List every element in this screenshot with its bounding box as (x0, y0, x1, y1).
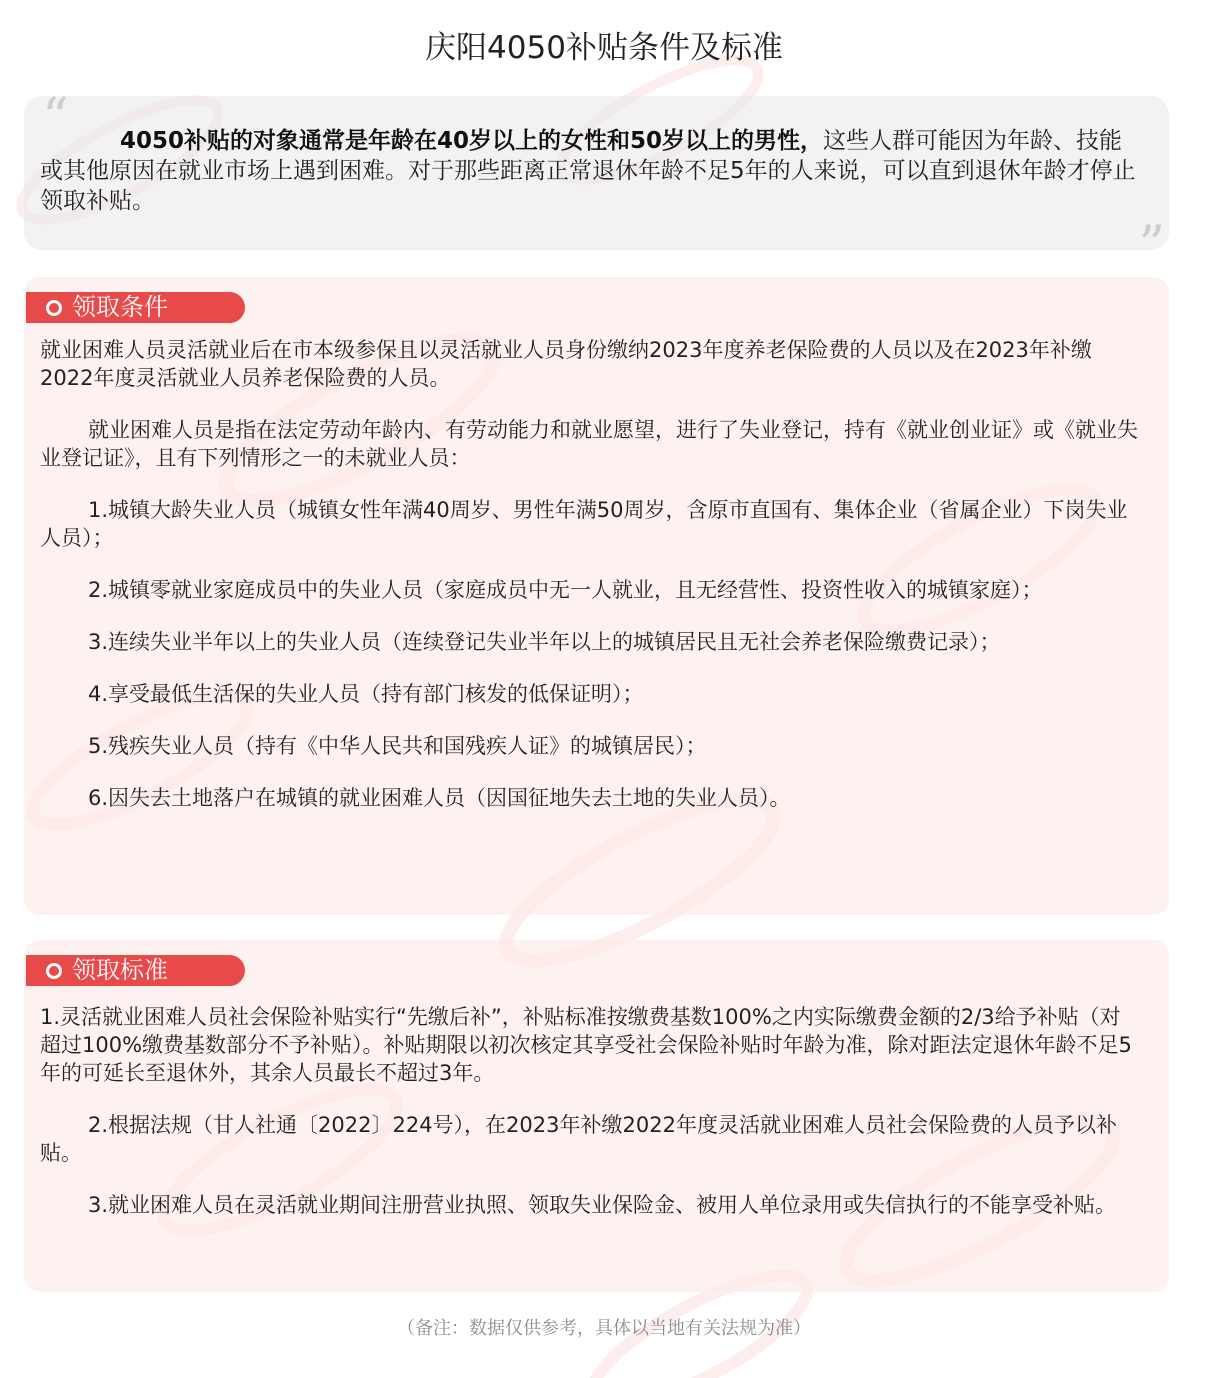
paragraph: 2.根据法规（甘人社通〔2022〕224号），在2023年补缴2022年度灵活就业困难人员社会保险费的人员予以补贴。 (40, 1113, 1117, 1165)
paragraph: 3.连续失业半年以上的失业人员（连续登记失业半年以上的城镇居民且无社会养老保险缴费记录）； (88, 630, 1001, 654)
paragraph: 2.城镇零就业家庭成员中的失业人员（家庭成员中无一人就业，且无经营性、投资性收入的城镇家庭）； (88, 578, 1043, 602)
section-label: 领取条件 (72, 293, 168, 321)
section-header-standards (26, 955, 245, 986)
paragraph: 3.就业困难人员在灵活就业期间注册营业执照、领取失业保险金、被用人单位录用或失信执行的不能享受补贴。 (88, 1193, 1117, 1217)
section-conditions (24, 277, 1169, 915)
section-header-conditions (26, 292, 245, 323)
footnote: （备注：数据仅供参考，具体以当地有关法规为准） (397, 1318, 811, 1339)
intro-text (40, 126, 1140, 216)
intro-box (24, 88, 1169, 276)
circle-bullet-icon (46, 300, 62, 316)
paragraph: 就业困难人员灵活就业后在市本级参保且以灵活就业人员身份缴纳2023年度养老保险费的人员以及在2023年补缴2022年度灵活就业人员养老保险费的人员。 (40, 338, 1092, 390)
intro-bold-text: 4050补贴的对象通常是年龄在40岁以上的女性和50岁以上的男性， (120, 128, 824, 154)
paragraph-list (40, 1003, 1140, 1243)
paragraph-list (40, 336, 1140, 836)
paragraph: 1.灵活就业困难人员社会保险补贴实行“先缴后补”，补贴标准按缴费基数100%之内实际缴费金额的2/3给予补贴（对超过100%缴费基数部分不予补贴）。补贴期限以初次核定其享受社会保险补贴时年龄为准，除对距法定退休年龄不足5年的可延长至退休外，其余人员最长不超过3年。 (40, 1005, 1132, 1085)
quote-close-icon: ” (1138, 216, 1165, 276)
paragraph: 6.因失去土地落户在城镇的就业困难人员（因国征地失去土地的失业人员）。 (88, 786, 791, 810)
paragraph: 就业困难人员是指在法定劳动年龄内、有劳动能力和就业愿望，进行了失业登记，持有《就业创业证》或《就业失业登记证》，且有下列情形之一的未就业人员： (40, 418, 1138, 470)
section-label: 领取标准 (72, 956, 168, 984)
paragraph: 1.城镇大龄失业人员（城镇女性年满40周岁、男性年满50周岁，含原市直国有、集体企业（省属企业）下岗失业人员）； (40, 498, 1128, 550)
quote-open-icon: “ (42, 88, 69, 148)
paragraph: 4.享受最低生活保的失业人员（持有部门核发的低保证明）； (88, 682, 644, 706)
paragraph: 5.残疾失业人员（持有《中华人民共和国残疾人证》的城镇居民）； (88, 734, 707, 758)
section-standards (24, 940, 1169, 1292)
intro-rest-text: 这些人群可能因为年龄、技能或其他原因在就业市场上遇到困难。对于那些距离正常退休年龄不足5年的人来说，可以直到退休年龄才停止领取补贴。 (40, 128, 1136, 214)
circle-bullet-icon (46, 963, 62, 979)
page-title: 庆阳4050补贴条件及标准 (425, 30, 783, 66)
